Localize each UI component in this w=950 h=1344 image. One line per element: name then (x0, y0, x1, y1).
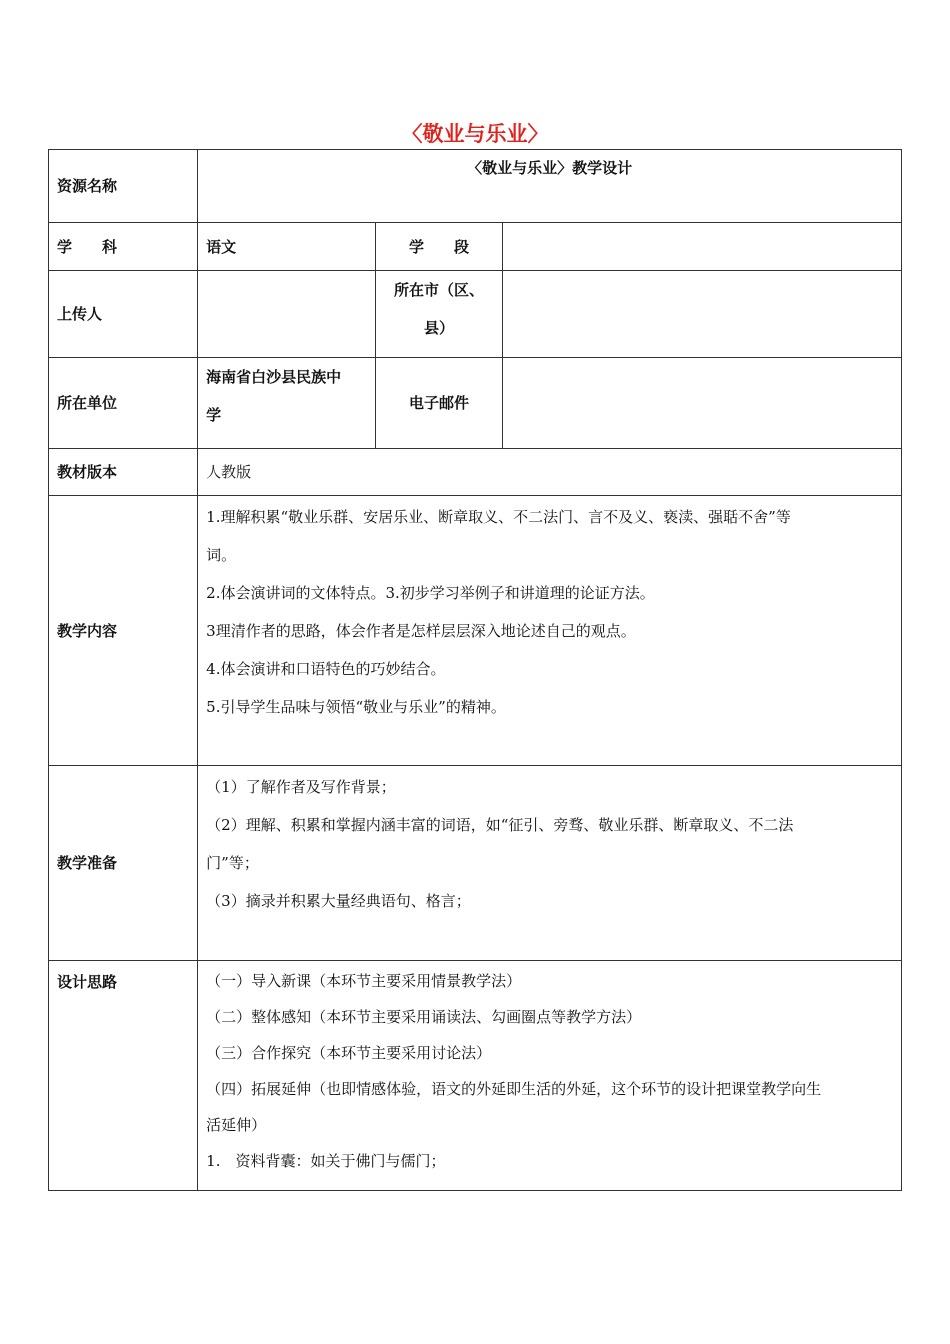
resource-name-value: 〈敬业与乐业〉教学设计 (198, 150, 902, 223)
preparation-line: 门”等； (206, 854, 259, 872)
preparation-line: （3）摘录并积累大量经典语句、格言； (206, 892, 471, 910)
content-line: 5.引导学生品味与领悟“敬业与乐业”的精神。 (206, 698, 506, 716)
textbook-value: 人教版 (198, 449, 902, 496)
row-textbook (49, 449, 902, 496)
lesson-info-table (48, 149, 902, 1191)
design-line: （三）合作探究（本环节主要采用讨论法） (206, 1044, 492, 1062)
row-design-approach (49, 961, 902, 1191)
content-line: 3理清作者的思路，体会作者是怎样层层深入地论述自己的观点。 (206, 622, 636, 640)
row-teaching-preparation (49, 766, 902, 961)
teaching-preparation-label: 教学准备 (49, 766, 198, 961)
content-line: 4.体会演讲和口语特色的巧妙结合。 (206, 660, 446, 678)
preparation-line: （2）理解、积累和掌握内涵丰富的词语，如“征引、旁骛、敬业乐群、断章取义、不二法 (206, 816, 794, 834)
preparation-line: （1）了解作者及写作背景； (206, 778, 396, 796)
city-label-line2: 县） (423, 319, 454, 337)
subject-label: 学 科 (49, 223, 198, 271)
textbook-label: 教材版本 (49, 449, 198, 496)
design-line: （一）导入新课（本环节主要采用情景教学法） (206, 972, 522, 990)
subject-value: 语文 (198, 223, 376, 271)
teaching-preparation-value (198, 766, 902, 961)
teaching-content-label: 教学内容 (49, 496, 198, 766)
design-line: （四）拓展延伸（也即情感体验，语文的外延即生活的外延，这个环节的设计把课堂教学向生 (206, 1080, 822, 1098)
document-title: 〈敬业与乐业〉 (401, 122, 549, 146)
row-resource-name (49, 150, 902, 223)
content-line: 词。 (206, 546, 237, 564)
teaching-content-value (198, 496, 902, 766)
row-subject (49, 223, 902, 271)
row-uploader (49, 271, 902, 358)
stage-value (502, 223, 901, 271)
city-value (502, 271, 901, 358)
email-value (502, 358, 901, 449)
content-line: 2.体会演讲词的文体特点。3.初步学习举例子和讲道理的论证方法。 (206, 584, 655, 602)
city-label (376, 271, 502, 358)
design-approach-value (198, 961, 902, 1191)
unit-label: 所在单位 (49, 358, 198, 449)
uploader-value (198, 271, 376, 358)
design-line: 1. 资料背囊：如关于佛门与儒门； (206, 1152, 446, 1170)
row-teaching-content (49, 496, 902, 766)
stage-label: 学 段 (376, 223, 502, 271)
city-label-line1: 所在市（区、 (393, 281, 484, 299)
uploader-label: 上传人 (49, 271, 198, 358)
design-line: 活延伸） (206, 1116, 267, 1134)
design-approach-label: 设计思路 (49, 961, 198, 1191)
unit-value-line2: 学 (206, 406, 222, 424)
row-unit (49, 358, 902, 449)
resource-name-label: 资源名称 (49, 150, 198, 223)
design-line: （二）整体感知（本环节主要采用诵读法、勾画圈点等教学方法） (206, 1008, 642, 1026)
email-label: 电子邮件 (376, 358, 502, 449)
unit-value (198, 358, 376, 449)
content-line: 1.理解积累“敬业乐群、安居乐业、断章取义、不二法门、言不及义、亵渎、强聒不舍”等 (206, 508, 791, 526)
unit-value-line1: 海南省白沙县民族中 (206, 368, 342, 386)
